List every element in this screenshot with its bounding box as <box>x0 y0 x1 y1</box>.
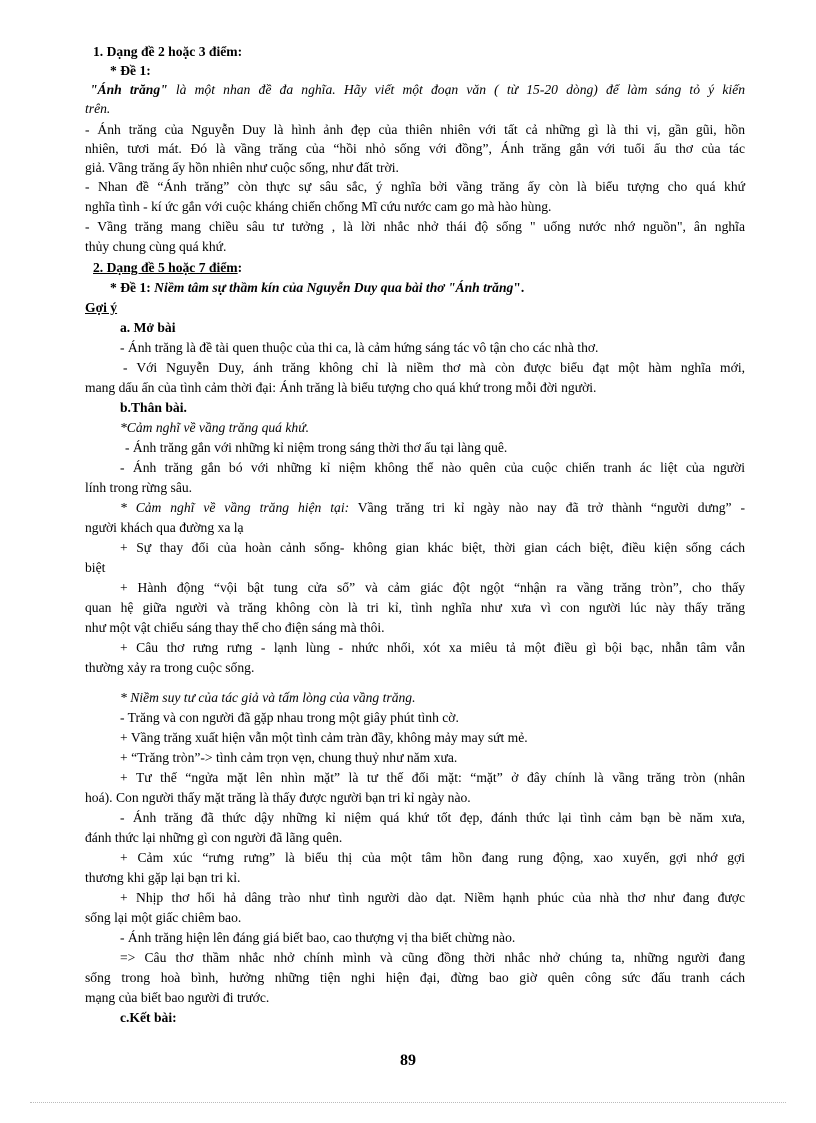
cam-nghi-qua-khu-heading: *Cảm nghĩ về vầng trăng quá khứ. <box>120 420 310 435</box>
s1-paragraph-line: - Ánh trăng của Nguyễn Duy là hình ảnh đẹp của thiên nhiên với tất cả những gì là thi vị, gần gũi, hồn <box>85 122 745 137</box>
prompt-text: là một nhan đề đa nghĩa. Hãy viết một đoạn văn ( từ 15-20 dòng) để làm sáng tỏ ý kiến <box>167 82 746 97</box>
ket-bai-heading: c.Kết bài: <box>120 1010 177 1025</box>
body-line: + Tư thế “ngửa mặt lên nhìn mặt” là tư thế đối mặt: “mặt” ở đây chính là vầng trăng tròn (nhân <box>120 770 745 785</box>
body-line: + “Trăng tròn”-> tình cảm trọn vẹn, chung thuỷ như năm xưa. <box>120 750 458 765</box>
section2-de1: * Đề 1: Niềm tâm sự thầm kín của Nguyễn Duy qua bài thơ "Ánh trăng". <box>110 280 525 295</box>
body-line: đánh thức lại những gì con người đã lãng quên. <box>85 830 343 845</box>
body-line: - Ánh trăng hiện lên đáng giá biết bao, cao thượng vị tha biết chừng nào. <box>120 930 516 945</box>
prompt-title: "Ánh trăng" <box>90 82 168 97</box>
body-line: sống trong hoà bình, hưởng những tiện nghi hiện đại, đừng bao giờ quên công sức đấu tranh cách <box>85 970 745 985</box>
s1-paragraph-line: nhiên, tươi mát. Đó là vầng trăng của “hồi nhỏ sống với đồng”, Ánh trăng gắn với tuổi ấu thơ của tác <box>85 141 745 156</box>
body-line: thương khi gặp lại bạn tri kỉ. <box>85 870 241 885</box>
section1-prompt-end: trên. <box>85 101 111 116</box>
body-line: - Ánh trăng gắn với những kỉ niệm trong sáng thời thơ ấu tại làng quê. <box>125 440 508 455</box>
mo-bai-heading: a. Mở bài <box>120 320 176 335</box>
body-line: => Câu thơ thầm nhắc nhở chính mình và cũng đồng thời nhắc nhở chúng ta, những người đang <box>120 950 745 965</box>
body-line: sống lại một giấc chiêm bao. <box>85 910 242 925</box>
body-line: - Trăng và con người đã gặp nhau trong một giây phút tình cờ. <box>120 710 459 725</box>
s1-paragraph-line: nghĩa tình - kí ức gắn với cuộc kháng chiến chống Mĩ cứu nước cam go mà hào hùng. <box>85 199 552 214</box>
body-line: + Câu thơ rưng rưng - lạnh lùng - nhức nhối, xót xa miêu tả một điều gì bội bạc, nhẫn tâm vẫn <box>120 640 745 655</box>
s1-paragraph-line: - Vầng trăng mang chiều sâu tư tưởng , là lời nhắc nhở thái độ sống " uống nước nhớ nguồn", ân nghĩa <box>85 219 745 234</box>
footer-divider <box>30 1102 786 1103</box>
body-line: + Vầng trăng xuất hiện vẫn một tình cảm tràn đầy, không mảy may sứt mẻ. <box>120 730 528 745</box>
than-bai-heading: b.Thân bài. <box>120 400 187 415</box>
s1-paragraph-line: thủy chung cùng quá khứ. <box>85 239 227 254</box>
cam-nghi-hien-tai: * Cảm nghĩ về vầng trăng hiện tại: Vầng trăng tri kỉ ngày nào nay đã trở thành “người dưng” - <box>120 500 745 515</box>
s1-paragraph-line: - Nhan đề “Ánh trăng” còn thực sự sâu sắc, ý nghĩa bởi vầng trăng ấy còn là biểu tượng cho quá khứ <box>85 179 745 194</box>
s1-paragraph-line: giả. Vầng trăng ấy hồn nhiên như cuộc sống, như đất trời. <box>85 160 399 175</box>
body-line: + Nhịp thơ hối hả dâng trào như tình người dào dạt. Niềm hạnh phúc của nhà thơ như đang được <box>120 890 745 905</box>
body-line: biệt <box>85 560 106 575</box>
mo-bai-line: - Ánh trăng là đề tài quen thuộc của thi ca, là cảm hứng sáng tác vô tận cho các nhà thơ. <box>120 340 599 355</box>
body-line: lính trong rừng sâu. <box>85 480 193 495</box>
body-line: hoá). Con người thấy mặt trăng là thấy được người bạn tri kỉ ngày nào. <box>85 790 471 805</box>
mo-bai-line: mang dấu ấn của tình cảm thời đại: Ánh trăng là biểu tượng cho quá khứ trong mỗi đời người. <box>85 380 597 395</box>
body-line: + Hành động “vội bật tung cửa sổ” và cảm giác đột ngột “nhận ra vầng trăng tròn”, cho thấy <box>120 580 745 595</box>
mo-bai-line: - Với Nguyễn Duy, ánh trăng không chỉ là niềm thơ mà còn được biểu đạt một hàm nghĩa mới, <box>123 360 745 375</box>
body-line: + Cảm xúc “rưng rưng” là biểu thị của một tâm hồn đang rung động, xao xuyến, gợi nhớ gợi <box>120 850 745 865</box>
body-line: quan hệ giữa người và trăng không còn là tri kỉ, tình nghĩa như xưa vì con người lúc này thấy trăng <box>85 600 745 615</box>
section1-prompt <box>90 80 745 99</box>
body-line: thường xảy ra trong cuộc sống. <box>85 660 255 675</box>
body-line: người khách qua đường xa lạ <box>85 520 244 535</box>
body-line: + Sự thay đổi của hoàn cảnh sống- không gian khác biệt, thời gian cách biệt, điều kiện sống cách <box>120 540 745 555</box>
section1-de1-label: * Đề 1: <box>110 63 151 78</box>
niem-suy-tu-heading: * Niềm suy tư của tác giả và tấm lòng của vầng trăng. <box>120 690 416 705</box>
body-line: mạng của biết bao người đi trước. <box>85 990 270 1005</box>
goi-y-heading: Gợi ý <box>85 300 118 315</box>
page-number: 89 <box>400 1052 416 1069</box>
body-line: - Ánh trăng đã thức dậy những kỉ niệm quá khứ tốt đẹp, đánh thức lại tình cảm bạn bè năm xưa, <box>120 810 745 825</box>
section1-heading: 1. Dạng đề 2 hoặc 3 điểm: <box>93 44 243 59</box>
body-line: như một vật chiếu sáng thay thế cho điện sáng mà thôi. <box>85 620 385 635</box>
section2-heading: 2. Dạng đề 5 hoặc 7 điểm: <box>93 260 243 275</box>
body-line: - Ánh trăng gắn bó với những kỉ niệm không thể nào quên của cuộc chiến tranh ác liệt của người <box>120 460 745 475</box>
